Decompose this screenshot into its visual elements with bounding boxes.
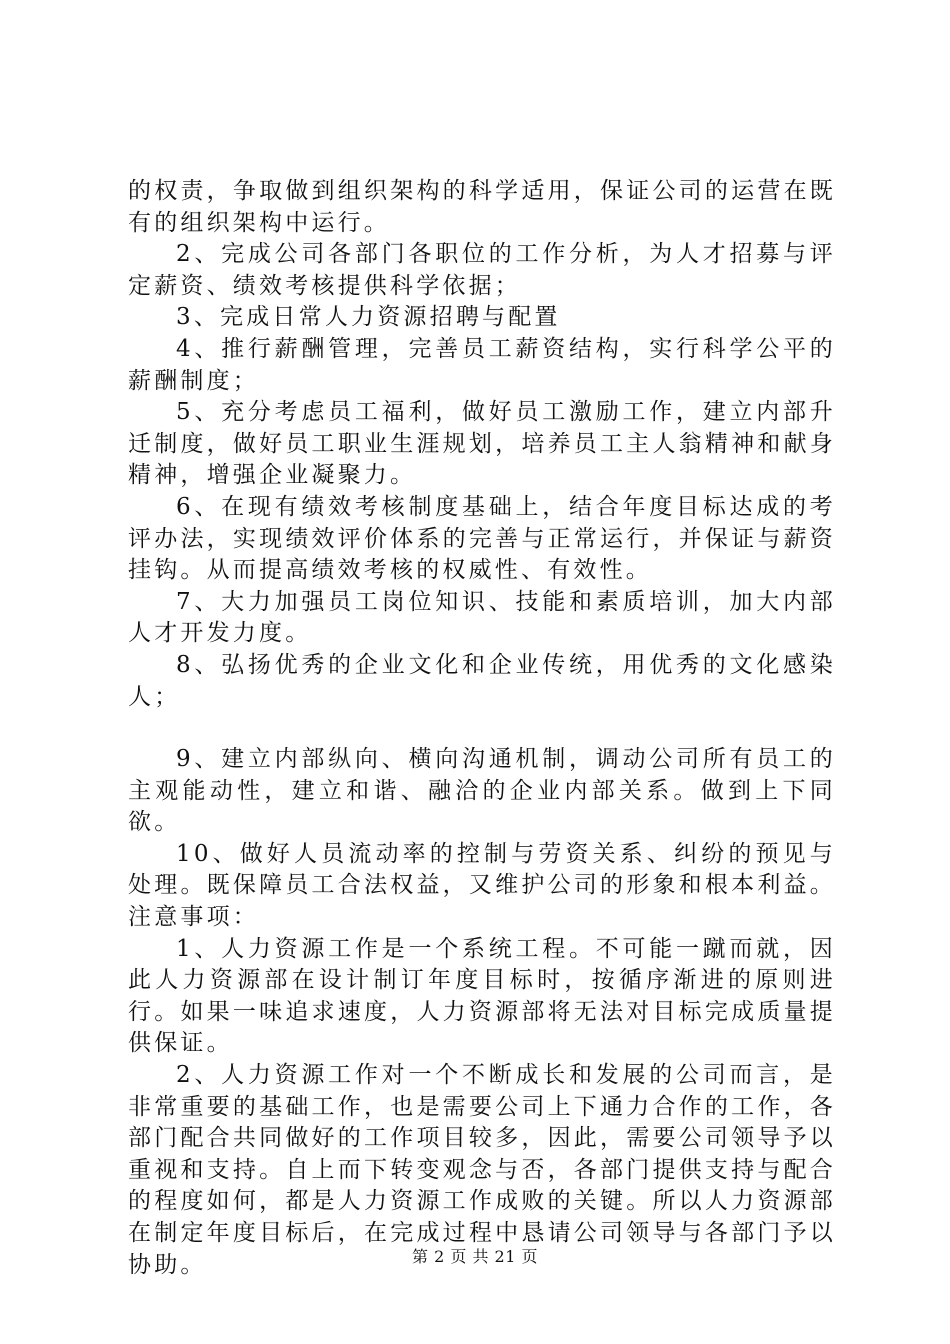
paragraph-continuation: 的权责，争取做到组织架构的科学适用，保证公司的运营在既有的组织架构中运行。 [128, 178, 836, 236]
paragraph-item-7: 7、大力加强员工岗位知识、技能和素质培训，加大内部人才开发力度。 [128, 588, 836, 647]
paragraph-item-2: 2、完成公司各部门各职位的工作分析，为人才招募与评定薪资、绩效考核提供科学依据； [128, 241, 836, 299]
document-body [128, 176, 836, 1281]
page-number-footer: 第 2 页 共 21 页 [412, 1247, 538, 1266]
paragraph-item-4: 4、推行薪酬管理，完善员工薪资结构，实行科学公平的薪酬制度； [128, 335, 836, 394]
paragraph-item-6: 6、在现有绩效考核制度基础上，结合年度目标达成的考评办法，实现绩效评价体系的完善与正常运行，并保证与薪资挂钩。从而提高绩效考核的权威性、有效性。 [128, 493, 836, 584]
paragraph-item-9: 9、建立内部纵向、横向沟通机制，调动公司所有员工的主观能动性，建立和谐、融洽的企业内部关系。做到上下同欲。 [128, 746, 836, 836]
paragraph-item-10: 10、做好人员流动率的控制与劳资关系、纠纷的预见与处理。既保障员工合法权益，又维护公司的形象和根本利益。注意事项： [128, 840, 836, 931]
paragraph-item-3: 3、完成日常人力资源招聘与配置 [176, 304, 561, 331]
paragraph-note-2: 2、人力资源工作对一个不断成长和发展的公司而言，是非常重要的基础工作，也是需要公司上下通力合作的工作，各部门配合共同做好的工作项目较多，因此，需要公司领导予以重视和支持。自上而下转变观念与否，各部门提供支持与配合的程度如何，都是人力资源工作成败的关键。所以人力资源部在制定年度目标后，在完成过程中恳请公司领导与各部门予以协助。 [128, 1062, 836, 1278]
paragraph-item-5: 5、充分考虑员工福利，做好员工激励工作，建立内部升迁制度，做好员工职业生涯规划，培养员工主人翁精神和献身精神，增强企业凝聚力。 [128, 399, 836, 489]
paragraph-note-1: 1、人力资源工作是一个系统工程。不可能一蹴而就，因此人力资源部在设计制订年度目标时，按循序渐进的原则进行。如果一味追求速度，人力资源部将无法对目标完成质量提供保证。 [128, 935, 836, 1057]
paragraph-item-8: 8、弘扬优秀的企业文化和企业传统，用优秀的文化感染人； [128, 651, 836, 710]
